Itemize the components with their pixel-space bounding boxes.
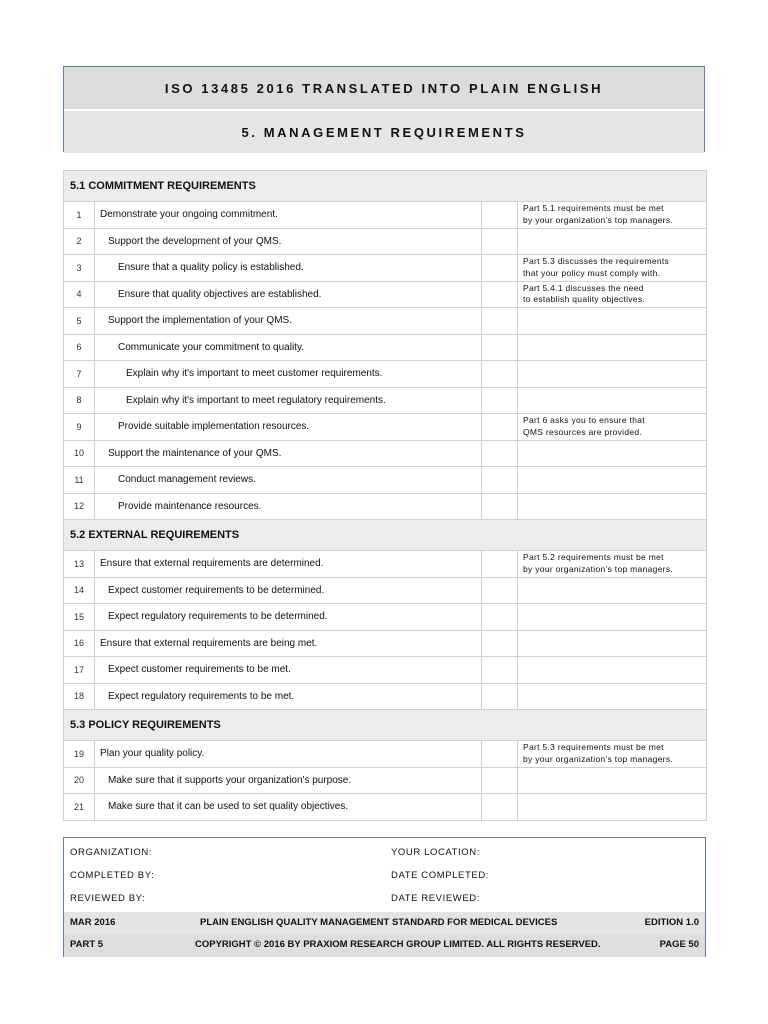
row-number: 8: [64, 387, 95, 414]
check-cell[interactable]: [482, 334, 518, 361]
completed-by-label: COMPLETED BY:: [70, 870, 155, 881]
table-row: [64, 387, 707, 414]
location-label: YOUR LOCATION:: [391, 847, 480, 858]
section-title: 5.2 EXTERNAL REQUIREMENTS: [64, 520, 707, 551]
note-line: to establish quality objectives.: [523, 294, 646, 305]
document-footer: [63, 837, 706, 957]
check-cell[interactable]: [482, 308, 518, 335]
check-cell[interactable]: [482, 604, 518, 631]
row-number: 18: [64, 683, 95, 710]
row-number: 12: [64, 493, 95, 520]
table-row: [64, 255, 707, 282]
row-number: 17: [64, 657, 95, 684]
note-cell: [518, 630, 707, 657]
note-cell: [518, 577, 707, 604]
location-field[interactable]: [494, 840, 704, 906]
table-row: [64, 228, 707, 255]
section-row: [64, 171, 707, 202]
requirement-text: Explain why it's important to meet customer requirements.: [95, 361, 482, 388]
table-row: [64, 577, 707, 604]
requirement-text: Expect regulatory requirements to be met.: [95, 683, 482, 710]
note-cell: [518, 228, 707, 255]
section-title: 5.1 COMMITMENT REQUIREMENTS: [64, 171, 707, 202]
requirement-text: Ensure that a quality policy is established.: [95, 255, 482, 282]
check-cell[interactable]: [482, 767, 518, 794]
check-cell[interactable]: [482, 577, 518, 604]
note-cell: [518, 255, 707, 282]
requirements-table: [63, 170, 707, 821]
note-line: that your policy must comply with.: [523, 267, 661, 278]
note-line: Part 5.3 requirements must be met: [523, 742, 664, 753]
row-number: 10: [64, 440, 95, 467]
section-heading: 5. MANAGEMENT REQUIREMENTS: [64, 109, 704, 153]
note-line: Part 5.2 requirements must be met: [523, 552, 664, 563]
row-number: 20: [64, 767, 95, 794]
note-cell: [518, 308, 707, 335]
check-cell[interactable]: [482, 414, 518, 441]
footer-date: MAR 2016: [70, 917, 116, 928]
requirement-text: Make sure that it can be used to set quality objectives.: [95, 794, 482, 821]
table-row: [64, 683, 707, 710]
note-line: Part 5.3 discusses the requirements: [523, 256, 670, 267]
check-cell[interactable]: [482, 683, 518, 710]
document-title: ISO 13485 2016 TRANSLATED INTO PLAIN ENGLISH: [164, 80, 604, 96]
table-row: [64, 308, 707, 335]
table-row: [64, 334, 707, 361]
table-row: [64, 440, 707, 467]
requirement-text: Make sure that it supports your organization's purpose.: [95, 767, 482, 794]
table-row: [64, 551, 707, 578]
section-title: 5.3 POLICY REQUIREMENTS: [64, 710, 707, 741]
note-cell: [518, 467, 707, 494]
requirement-text: Expect customer requirements to be met.: [95, 657, 482, 684]
note-line: Part 6 asks you to ensure that: [523, 415, 645, 426]
check-cell[interactable]: [482, 467, 518, 494]
table-row: [64, 493, 707, 520]
note-cell: [518, 387, 707, 414]
check-cell[interactable]: [482, 794, 518, 821]
note-cell: [518, 683, 707, 710]
check-cell[interactable]: [482, 741, 518, 768]
footer-copyright-row: [64, 934, 705, 957]
requirement-text: Ensure that quality objectives are established.: [95, 281, 482, 308]
note-cell: [518, 794, 707, 821]
requirement-text: Support the development of your QMS.: [95, 228, 482, 255]
requirement-text: Explain why it's important to meet regulatory requirements.: [95, 387, 482, 414]
row-number: 19: [64, 741, 95, 768]
check-cell[interactable]: [482, 551, 518, 578]
row-number: 6: [64, 334, 95, 361]
row-number: 14: [64, 577, 95, 604]
requirement-text: Conduct management reviews.: [95, 467, 482, 494]
requirement-text: Ensure that external requirements are being met.: [95, 630, 482, 657]
check-cell[interactable]: [482, 228, 518, 255]
requirement-text: Provide maintenance resources.: [95, 493, 482, 520]
table-row: [64, 414, 707, 441]
footer-copyright: COPYRIGHT © 2016 BY PRAXIOM RESEARCH GROUP LIMITED. ALL RIGHTS RESERVED.: [195, 939, 601, 950]
note-cell: [518, 440, 707, 467]
table-row: [64, 361, 707, 388]
requirement-text: Expect regulatory requirements to be determined.: [95, 604, 482, 631]
check-cell[interactable]: [482, 387, 518, 414]
note-cell: [518, 334, 707, 361]
note-line: QMS resources are provided.: [523, 426, 643, 437]
requirement-text: Plan your quality policy.: [95, 741, 482, 768]
check-cell[interactable]: [482, 281, 518, 308]
row-number: 2: [64, 228, 95, 255]
note-line: Part 5.4.1 discusses the need: [523, 282, 644, 293]
note-cell: [518, 741, 707, 768]
note-cell: [518, 361, 707, 388]
check-cell[interactable]: [482, 440, 518, 467]
reviewed-by-label: REVIEWED BY:: [70, 893, 146, 904]
note-line: by your organization’s top managers.: [523, 214, 674, 225]
document-header: [63, 66, 705, 152]
table-row: [64, 794, 707, 821]
table-row: [64, 767, 707, 794]
section-row: [64, 520, 707, 551]
row-number: 1: [64, 202, 95, 229]
row-number: 3: [64, 255, 95, 282]
check-cell[interactable]: [482, 361, 518, 388]
row-number: 5: [64, 308, 95, 335]
note-line: by your organization’s top managers.: [523, 753, 674, 764]
table-row: [64, 202, 707, 229]
row-number: 15: [64, 604, 95, 631]
footer-standard-title: PLAIN ENGLISH QUALITY MANAGEMENT STANDARD FOR MEDICAL DEVICES: [200, 917, 558, 928]
organization-label: ORGANIZATION:: [70, 847, 153, 858]
note-cell: [518, 657, 707, 684]
table-row: [64, 630, 707, 657]
note-cell: [518, 414, 707, 441]
date-completed-label: DATE COMPLETED:: [391, 870, 490, 881]
footer-part: PART 5: [70, 939, 104, 950]
requirement-text: Expect customer requirements to be determined.: [95, 577, 482, 604]
row-number: 11: [64, 467, 95, 494]
table-row: [64, 467, 707, 494]
organization-field[interactable]: [160, 840, 388, 906]
row-number: 21: [64, 794, 95, 821]
check-cell[interactable]: [482, 493, 518, 520]
row-number: 16: [64, 630, 95, 657]
table-row: [64, 281, 707, 308]
note-cell: [518, 604, 707, 631]
note-line: by your organization’s top managers.: [523, 563, 674, 574]
note-line: Part 5.1 requirements must be met: [523, 203, 664, 214]
row-number: 9: [64, 414, 95, 441]
note-cell: [518, 493, 707, 520]
table-row: [64, 741, 707, 768]
check-cell[interactable]: [482, 630, 518, 657]
check-cell[interactable]: [482, 657, 518, 684]
note-cell: [518, 202, 707, 229]
requirement-text: Communicate your commitment to quality.: [95, 334, 482, 361]
requirement-text: Support the maintenance of your QMS.: [95, 440, 482, 467]
footer-info-row: [64, 912, 705, 935]
check-cell[interactable]: [482, 202, 518, 229]
section-row: [64, 710, 707, 741]
note-cell: [518, 281, 707, 308]
date-reviewed-label: DATE REVIEWED:: [391, 893, 480, 904]
footer-page: PAGE 50: [659, 939, 699, 950]
row-number: 13: [64, 551, 95, 578]
row-number: 7: [64, 361, 95, 388]
requirement-text: Provide suitable implementation resources.: [95, 414, 482, 441]
table-row: [64, 657, 707, 684]
check-cell[interactable]: [482, 255, 518, 282]
table-row: [64, 604, 707, 631]
note-cell: [518, 551, 707, 578]
row-number: 4: [64, 281, 95, 308]
requirement-text: Demonstrate your ongoing commitment.: [95, 202, 482, 229]
requirement-text: Ensure that external requirements are determined.: [95, 551, 482, 578]
note-cell: [518, 767, 707, 794]
footer-edition: EDITION 1.0: [644, 917, 699, 928]
requirement-text: Support the implementation of your QMS.: [95, 308, 482, 335]
